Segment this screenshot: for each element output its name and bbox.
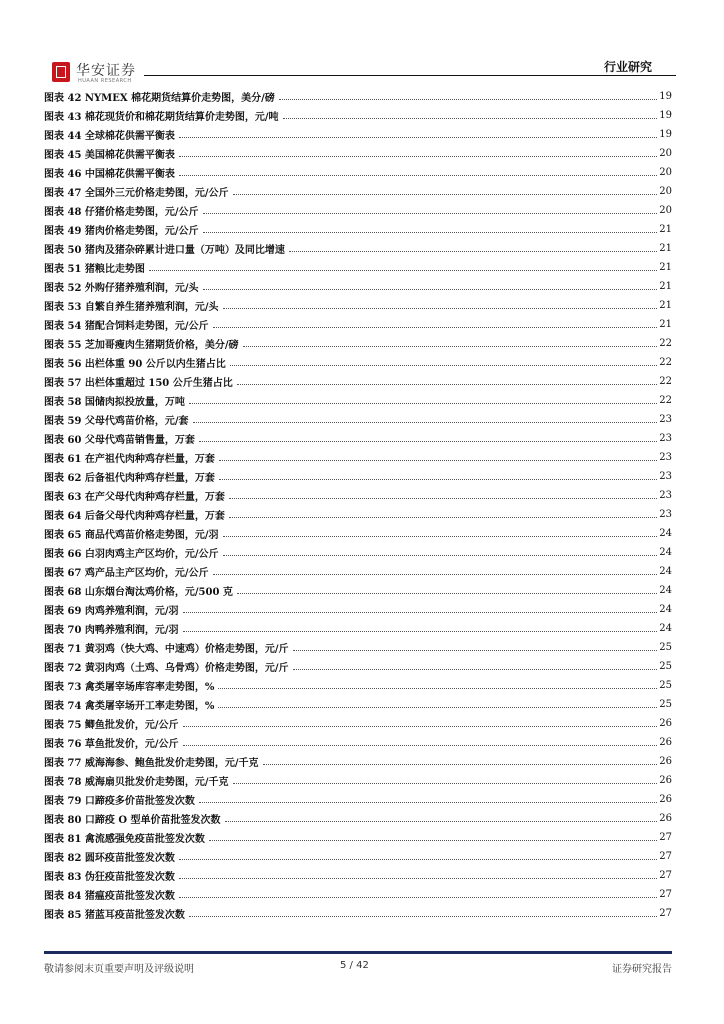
toc-entry-page: 26 bbox=[659, 794, 672, 805]
toc-entry-page: 22 bbox=[659, 376, 672, 387]
toc-leader-dots bbox=[179, 878, 657, 879]
section-label: 行业研究 bbox=[603, 60, 652, 74]
toc-leader-dots bbox=[183, 631, 658, 632]
toc-entry-label: 图表 58 国储肉拟投放量，万吨 bbox=[44, 397, 185, 408]
toc-leader-dots bbox=[183, 726, 658, 727]
toc-entry-page: 23 bbox=[659, 490, 672, 501]
toc-leader-dots bbox=[213, 327, 658, 328]
toc-entry-page: 20 bbox=[659, 167, 672, 178]
toc-entry-label: 图表 55 芝加哥瘦肉生猪期货价格，美分/磅 bbox=[44, 340, 239, 351]
toc-entry-page: 25 bbox=[659, 642, 672, 653]
toc-entry-page: 27 bbox=[659, 832, 672, 843]
toc-entry[interactable] bbox=[44, 714, 672, 733]
toc-entry[interactable] bbox=[44, 315, 672, 334]
toc-entry-page: 25 bbox=[659, 661, 672, 672]
toc-leader-dots bbox=[189, 403, 657, 404]
toc-entry-label: 图表 73 禽类屠宰场库容率走势图，% bbox=[44, 682, 215, 693]
toc-entry[interactable] bbox=[44, 486, 672, 505]
toc-entry-label: 图表 76 草鱼批发价，元/公斤 bbox=[44, 739, 179, 750]
toc-entry[interactable] bbox=[44, 619, 672, 638]
table-of-figures bbox=[44, 87, 672, 923]
toc-leader-dots bbox=[243, 346, 658, 347]
toc-entry-page: 23 bbox=[659, 433, 672, 444]
toc-entry-label: 图表 78 威海扇贝批发价走势图，元/千克 bbox=[44, 777, 229, 788]
footer-disclaimer: 敬请参阅末页重要声明及评级说明 bbox=[44, 964, 194, 975]
toc-entry-page: 20 bbox=[659, 186, 672, 197]
toc-leader-dots bbox=[289, 251, 657, 252]
toc-entry-label: 图表 80 口蹄疫 O 型单价苗批签发次数 bbox=[44, 815, 221, 826]
toc-entry[interactable] bbox=[44, 391, 672, 410]
toc-entry-label: 图表 66 白羽肉鸡主产区均价，元/公斤 bbox=[44, 549, 219, 560]
toc-entry-label: 图表 48 仔猪价格走势图，元/公斤 bbox=[44, 207, 199, 218]
toc-entry-label: 图表 68 山东烟台淘汰鸡价格，元/500 克 bbox=[44, 587, 233, 598]
toc-entry-label: 图表 81 禽流感强免疫苗批签发次数 bbox=[44, 834, 205, 845]
toc-leader-dots bbox=[203, 289, 658, 290]
toc-leader-dots bbox=[223, 308, 658, 309]
toc-entry-page: 19 bbox=[659, 129, 672, 140]
toc-entry-page: 25 bbox=[659, 680, 672, 691]
toc-entry-page: 24 bbox=[659, 528, 672, 539]
toc-entry[interactable] bbox=[44, 182, 672, 201]
toc-entry-page: 26 bbox=[659, 737, 672, 748]
toc-entry-label: 图表 60 父母代鸡苗销售量，万套 bbox=[44, 435, 195, 446]
toc-leader-dots bbox=[225, 821, 658, 822]
company-logo-icon bbox=[52, 62, 70, 82]
toc-entry-label: 图表 46 中国棉花供需平衡表 bbox=[44, 169, 175, 180]
toc-entry-label: 图表 63 在产父母代肉种鸡存栏量，万套 bbox=[44, 492, 225, 503]
toc-entry[interactable] bbox=[44, 676, 672, 695]
toc-leader-dots bbox=[293, 669, 658, 670]
toc-entry[interactable] bbox=[44, 562, 672, 581]
toc-leader-dots bbox=[179, 156, 657, 157]
toc-entry-label: 图表 79 口蹄疫多价苗批签发次数 bbox=[44, 796, 195, 807]
toc-entry[interactable] bbox=[44, 600, 672, 619]
toc-entry-label: 图表 59 父母代鸡苗价格，元/套 bbox=[44, 416, 189, 427]
toc-entry[interactable] bbox=[44, 448, 672, 467]
toc-entry-page: 27 bbox=[659, 889, 672, 900]
toc-entry-label: 图表 64 后备父母代肉种鸡存栏量，万套 bbox=[44, 511, 225, 522]
toc-entry-page: 25 bbox=[659, 699, 672, 710]
toc-entry-label: 图表 43 棉花现货价和棉花期货结算价走势图，元/吨 bbox=[44, 112, 279, 123]
toc-entry-page: 24 bbox=[659, 547, 672, 558]
toc-entry-page: 23 bbox=[659, 452, 672, 463]
toc-entry-label: 图表 51 猪粮比走势图 bbox=[44, 264, 145, 275]
toc-entry[interactable] bbox=[44, 505, 672, 524]
toc-entry-label: 图表 56 出栏体重 90 公斤以内生猪占比 bbox=[44, 359, 226, 370]
toc-leader-dots bbox=[179, 859, 657, 860]
toc-entry-page: 27 bbox=[659, 851, 672, 862]
toc-entry-label: 图表 65 商品代鸡苗价格走势图，元/羽 bbox=[44, 530, 219, 541]
toc-entry[interactable] bbox=[44, 277, 672, 296]
toc-entry-page: 19 bbox=[659, 91, 672, 102]
toc-entry[interactable] bbox=[44, 847, 672, 866]
toc-entry[interactable] bbox=[44, 106, 672, 125]
toc-leader-dots bbox=[223, 536, 658, 537]
toc-entry-page: 21 bbox=[659, 224, 672, 235]
toc-entry-page: 27 bbox=[659, 870, 672, 881]
toc-entry-page: 24 bbox=[659, 604, 672, 615]
toc-entry-label: 图表 74 禽类屠宰场开工率走势图，% bbox=[44, 701, 215, 712]
toc-entry-page: 26 bbox=[659, 813, 672, 824]
toc-leader-dots bbox=[237, 384, 658, 385]
toc-entry-label: 图表 61 在产祖代肉种鸡存栏量，万套 bbox=[44, 454, 215, 465]
toc-leader-dots bbox=[229, 517, 657, 518]
toc-entry[interactable] bbox=[44, 144, 672, 163]
toc-entry[interactable] bbox=[44, 809, 672, 828]
toc-entry-label: 图表 83 伪狂疫苗批签发次数 bbox=[44, 872, 175, 883]
toc-leader-dots bbox=[233, 194, 658, 195]
toc-entry-page: 26 bbox=[659, 756, 672, 767]
toc-leader-dots bbox=[279, 99, 658, 100]
toc-entry[interactable] bbox=[44, 125, 672, 144]
toc-entry-label: 图表 84 猪瘟疫苗批签发次数 bbox=[44, 891, 175, 902]
toc-leader-dots bbox=[219, 479, 657, 480]
page-number: 5 / 42 bbox=[340, 960, 369, 971]
toc-entry[interactable] bbox=[44, 410, 672, 429]
toc-entry-label: 图表 85 猪蓝耳疫苗批签发次数 bbox=[44, 910, 185, 921]
toc-entry-label: 图表 69 肉鸡养殖利润，元/羽 bbox=[44, 606, 179, 617]
toc-leader-dots bbox=[263, 764, 658, 765]
toc-entry-page: 22 bbox=[659, 338, 672, 349]
toc-entry-label: 图表 50 猪肉及猪杂碎累计进口量（万吨）及同比增速 bbox=[44, 245, 285, 256]
toc-entry-label: 图表 45 美国棉花供需平衡表 bbox=[44, 150, 175, 161]
toc-entry-page: 23 bbox=[659, 471, 672, 482]
toc-entry[interactable] bbox=[44, 353, 672, 372]
toc-leader-dots bbox=[199, 441, 657, 442]
toc-entry-label: 图表 52 外购仔猪养殖利润，元/头 bbox=[44, 283, 199, 294]
toc-entry[interactable] bbox=[44, 372, 672, 391]
toc-entry-page: 20 bbox=[659, 205, 672, 216]
toc-entry-page: 27 bbox=[659, 908, 672, 919]
toc-leader-dots bbox=[218, 688, 657, 689]
toc-entry[interactable] bbox=[44, 220, 672, 239]
toc-entry[interactable] bbox=[44, 657, 672, 676]
toc-entry[interactable] bbox=[44, 904, 672, 923]
toc-entry-page: 24 bbox=[659, 585, 672, 596]
toc-leader-dots bbox=[149, 270, 657, 271]
toc-entry-page: 21 bbox=[659, 281, 672, 292]
toc-leader-dots bbox=[179, 137, 657, 138]
toc-entry-page: 24 bbox=[659, 623, 672, 634]
toc-entry[interactable] bbox=[44, 296, 672, 315]
toc-entry-label: 图表 53 自繁自养生猪养殖利润，元/头 bbox=[44, 302, 219, 313]
toc-entry-label: 图表 57 出栏体重超过 150 公斤生猪占比 bbox=[44, 378, 233, 389]
toc-entry-label: 图表 54 猪配合饲料走势图，元/公斤 bbox=[44, 321, 209, 332]
footer-divider bbox=[44, 951, 672, 954]
toc-entry[interactable] bbox=[44, 163, 672, 182]
toc-leader-dots bbox=[179, 897, 657, 898]
toc-entry[interactable] bbox=[44, 239, 672, 258]
toc-entry[interactable] bbox=[44, 543, 672, 562]
toc-entry-label: 图表 67 鸡产品主产区均价，元/公斤 bbox=[44, 568, 209, 579]
toc-entry-page: 23 bbox=[659, 509, 672, 520]
toc-entry-label: 图表 44 全球棉花供需平衡表 bbox=[44, 131, 175, 142]
toc-entry-page: 21 bbox=[659, 243, 672, 254]
toc-entry[interactable] bbox=[44, 429, 672, 448]
toc-entry[interactable] bbox=[44, 638, 672, 657]
toc-entry-label: 图表 71 黄羽鸡（快大鸡、中速鸡）价格走势图，元/斤 bbox=[44, 644, 289, 655]
toc-leader-dots bbox=[193, 422, 658, 423]
company-name: 华安证券 bbox=[76, 63, 136, 79]
toc-leader-dots bbox=[219, 460, 657, 461]
toc-entry-page: 21 bbox=[659, 300, 672, 311]
toc-entry[interactable] bbox=[44, 334, 672, 353]
toc-entry[interactable] bbox=[44, 771, 672, 790]
header-divider bbox=[144, 75, 676, 76]
toc-entry[interactable] bbox=[44, 201, 672, 220]
toc-entry[interactable] bbox=[44, 733, 672, 752]
toc-leader-dots bbox=[218, 707, 657, 708]
toc-entry[interactable] bbox=[44, 866, 672, 885]
toc-entry-page: 20 bbox=[659, 148, 672, 159]
toc-leader-dots bbox=[203, 232, 658, 233]
toc-entry[interactable] bbox=[44, 695, 672, 714]
toc-entry-label: 图表 82 圆环疫苗批签发次数 bbox=[44, 853, 175, 864]
toc-entry-page: 26 bbox=[659, 718, 672, 729]
toc-leader-dots bbox=[230, 365, 658, 366]
toc-entry-page: 21 bbox=[659, 262, 672, 273]
toc-leader-dots bbox=[283, 118, 658, 119]
toc-entry[interactable] bbox=[44, 752, 672, 771]
page-header bbox=[44, 58, 676, 88]
toc-leader-dots bbox=[203, 213, 658, 214]
toc-entry-label: 图表 72 黄羽肉鸡（土鸡、乌骨鸡）价格走势图，元/斤 bbox=[44, 663, 289, 674]
toc-leader-dots bbox=[237, 593, 657, 594]
toc-entry[interactable] bbox=[44, 581, 672, 600]
toc-entry-label: 图表 77 威海海参、鲍鱼批发价走势图，元/千克 bbox=[44, 758, 259, 769]
toc-entry[interactable] bbox=[44, 790, 672, 809]
footer-report-type: 证券研究报告 bbox=[612, 964, 672, 975]
toc-entry[interactable] bbox=[44, 258, 672, 277]
toc-entry-page: 26 bbox=[659, 775, 672, 786]
toc-entry-page: 21 bbox=[659, 319, 672, 330]
toc-entry-label: 图表 62 后备祖代肉种鸡存栏量，万套 bbox=[44, 473, 215, 484]
toc-leader-dots bbox=[233, 783, 658, 784]
toc-leader-dots bbox=[293, 650, 658, 651]
toc-entry[interactable] bbox=[44, 828, 672, 847]
toc-leader-dots bbox=[229, 498, 657, 499]
toc-leader-dots bbox=[189, 916, 657, 917]
toc-entry[interactable] bbox=[44, 524, 672, 543]
toc-leader-dots bbox=[223, 555, 658, 556]
toc-entry-label: 图表 47 全国外三元价格走势图，元/公斤 bbox=[44, 188, 229, 199]
toc-leader-dots bbox=[209, 840, 657, 841]
toc-entry[interactable] bbox=[44, 87, 672, 106]
toc-entry-page: 22 bbox=[659, 395, 672, 406]
toc-entry-label: 图表 70 肉鸭养殖利润，元/羽 bbox=[44, 625, 179, 636]
toc-entry-page: 19 bbox=[659, 110, 672, 121]
toc-leader-dots bbox=[199, 802, 657, 803]
toc-entry[interactable] bbox=[44, 885, 672, 904]
toc-leader-dots bbox=[183, 745, 658, 746]
toc-entry-label: 图表 42 NYMEX 棉花期货结算价走势图，美分/磅 bbox=[44, 93, 275, 104]
toc-leader-dots bbox=[213, 574, 658, 575]
toc-entry-page: 23 bbox=[659, 414, 672, 425]
company-subtitle: HUAAN RESEARCH bbox=[78, 78, 132, 84]
toc-leader-dots bbox=[183, 612, 658, 613]
toc-entry[interactable] bbox=[44, 467, 672, 486]
toc-entry-label: 图表 49 猪肉价格走势图，元/公斤 bbox=[44, 226, 199, 237]
toc-entry-page: 22 bbox=[659, 357, 672, 368]
toc-leader-dots bbox=[179, 175, 657, 176]
toc-entry-page: 24 bbox=[659, 566, 672, 577]
toc-entry-label: 图表 75 鲫鱼批发价，元/公斤 bbox=[44, 720, 179, 731]
